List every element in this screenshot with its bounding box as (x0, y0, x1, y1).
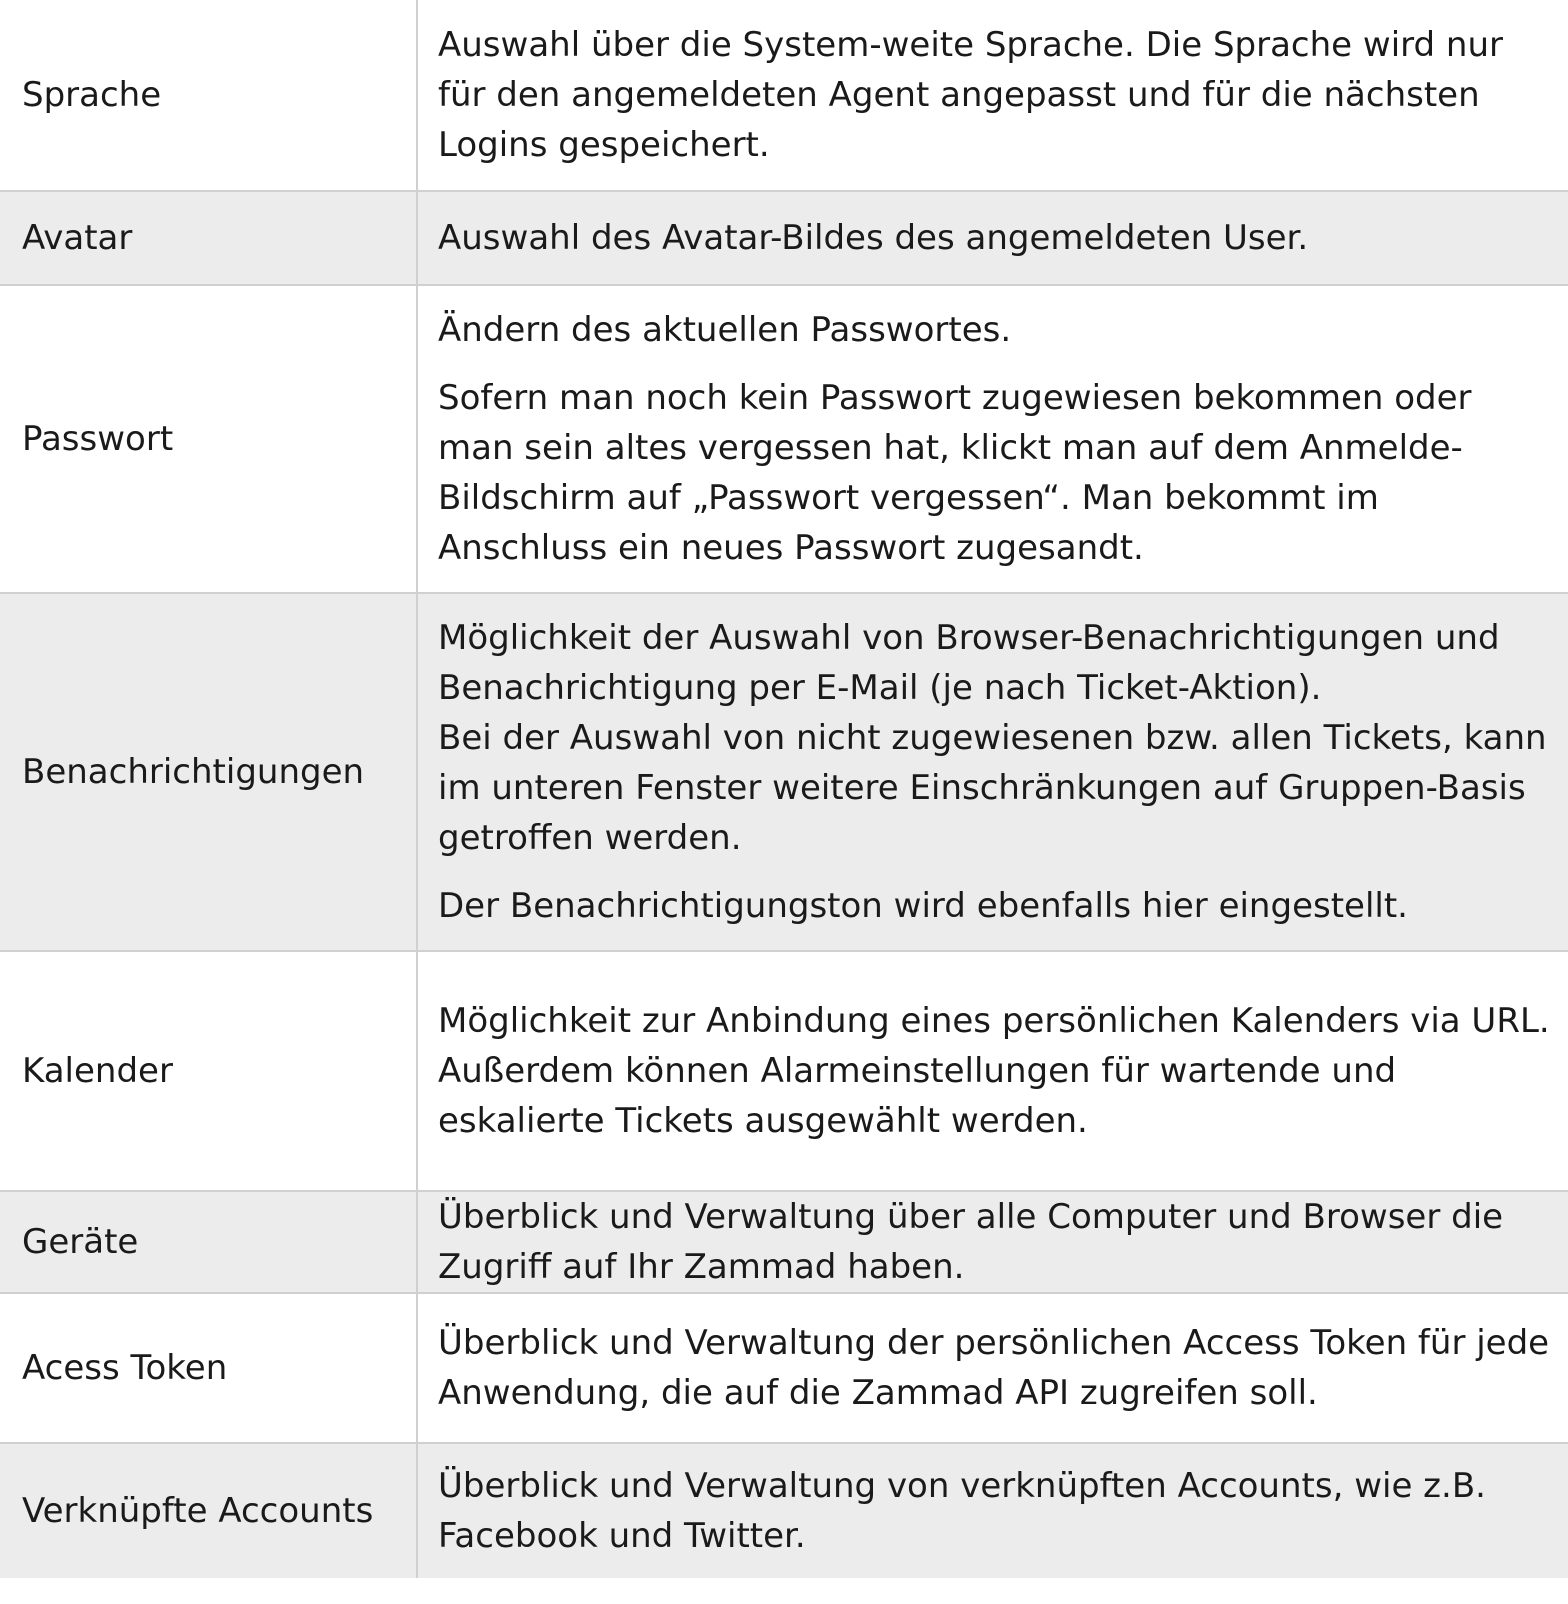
table-row (0, 0, 1568, 191)
table-row (0, 593, 1568, 951)
row-label: Avatar (0, 191, 417, 285)
table-row (0, 1443, 1568, 1578)
row-description (417, 285, 1568, 593)
table-row (0, 285, 1568, 593)
row-label: Passwort (0, 285, 417, 593)
row-label: Sprache (0, 0, 417, 191)
description-paragraph: Auswahl des Avatar-Bildes des angemeldeten User. (438, 218, 1309, 258)
description-paragraph: Möglichkeit der Auswahl von Browser-Benachrichtigungen und Benachrichtigung per E-Mail (je nach Ticket-Aktion). Bei der Auswahl von nicht zugewiesenen bzw. allen Tickets, kann im unteren Fenster weitere Einschränkungen auf Gruppen-Basis getroffen werden. (438, 618, 1547, 858)
row-label: Acess Token (0, 1293, 417, 1443)
row-label: Geräte (0, 1191, 417, 1293)
row-description (417, 593, 1568, 951)
row-description (417, 951, 1568, 1191)
row-description (417, 1443, 1568, 1578)
row-description (417, 0, 1568, 191)
row-description (417, 1191, 1568, 1293)
row-label: Verknüpfte Accounts (0, 1443, 417, 1578)
table-row (0, 1191, 1568, 1293)
description-paragraph: Auswahl über die System-weite Sprache. Die Sprache wird nur für den angemeldeten Agent angepasst und für die nächsten Logins gespeichert. (438, 25, 1503, 165)
row-description (417, 191, 1568, 285)
row-label: Kalender (0, 951, 417, 1191)
table-row (0, 191, 1568, 285)
description-paragraph: Sofern man noch kein Passwort zugewiesen bekommen oder man sein altes vergessen hat, klickt man auf dem Anmelde-Bildschirm auf „Passwort vergessen“. Man bekommt im Anschluss ein neues Passwort zugesandt. (438, 378, 1472, 568)
row-label: Benachrichtigungen (0, 593, 417, 951)
description-paragraph: Überblick und Verwaltung über alle Computer und Browser die Zugriff auf Ihr Zammad haben. (438, 1197, 1504, 1287)
description-paragraph: Möglichkeit zur Anbindung eines persönlichen Kalenders via URL. Außerdem können Alarmeinstellungen für wartende und eskalierte Tickets ausgewählt werden. (438, 1001, 1550, 1141)
description-paragraph: Der Benachrichtigungston wird ebenfalls hier eingestellt. (438, 886, 1408, 926)
table-row (0, 1293, 1568, 1443)
description-paragraph: Überblick und Verwaltung von verknüpften Accounts, wie z.B. Facebook und Twitter. (438, 1466, 1486, 1556)
description-paragraph: Ändern des aktuellen Passwortes. (438, 310, 1012, 350)
row-description (417, 1293, 1568, 1443)
description-paragraph: Überblick und Verwaltung der persönlichen Access Token für jede Anwendung, die auf die Zammad API zugreifen soll. (438, 1323, 1550, 1413)
table-row (0, 951, 1568, 1191)
